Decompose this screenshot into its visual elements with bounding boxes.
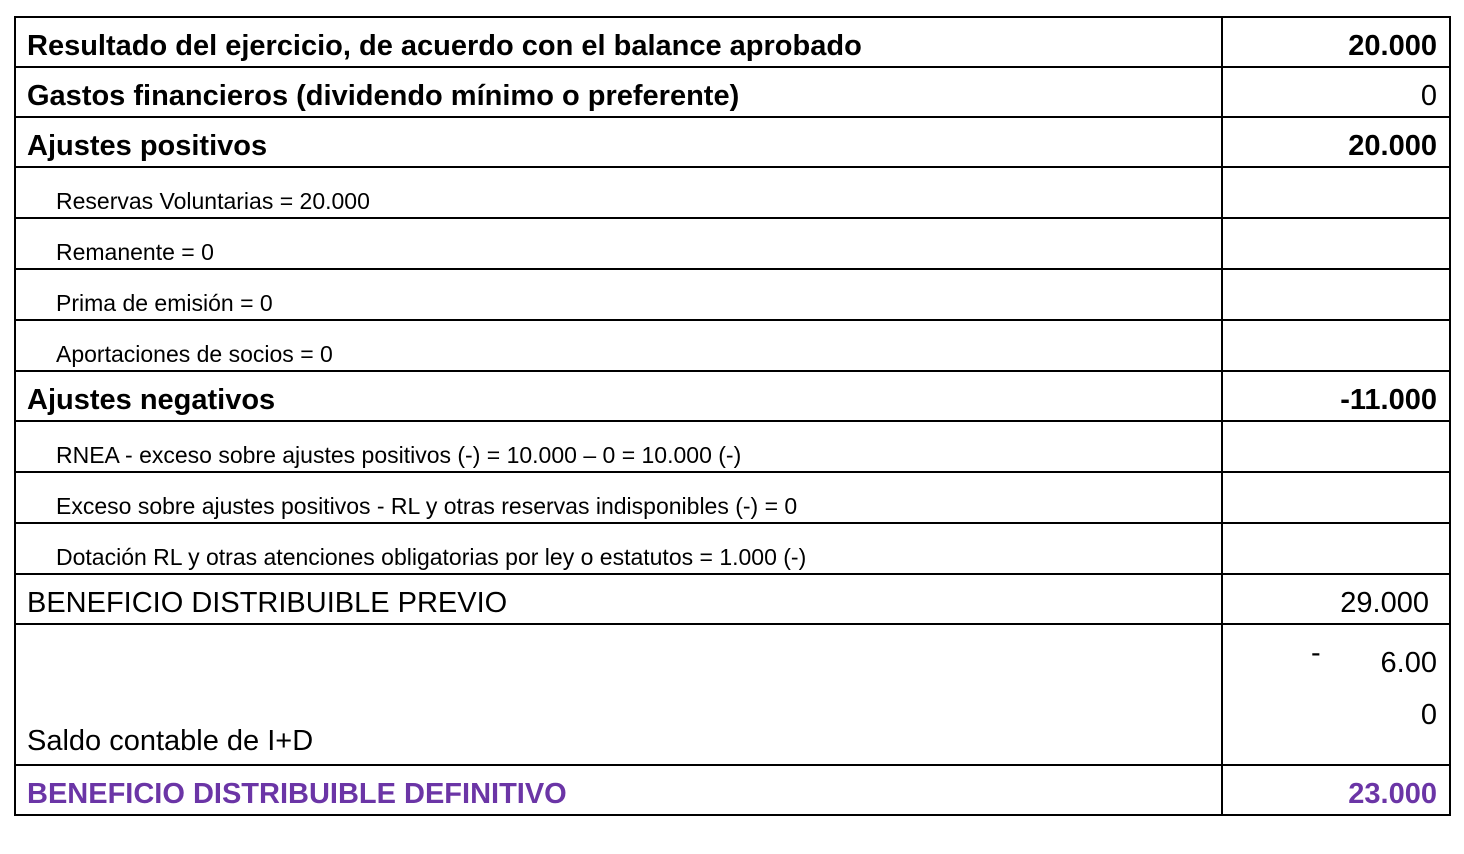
- row-label: Dotación RL y otras atenciones obligatorias por ley o estatutos = 1.000 (-): [56, 544, 807, 570]
- row-label: Saldo contable de I+D: [27, 725, 314, 757]
- row-value: [1223, 214, 1449, 217]
- row-value: -11.000: [1340, 384, 1437, 416]
- saldo-value-digits-wrap: 0: [1420, 699, 1437, 731]
- row-label: Ajustes positivos: [27, 130, 268, 162]
- row-value: 23.000: [1348, 778, 1437, 810]
- row-dotacion-rl: [15, 523, 1450, 574]
- row-label: Prima de emisión = 0: [56, 290, 273, 316]
- row-value: [1223, 468, 1449, 471]
- beneficio-distribuible-table: [14, 16, 1451, 816]
- row-saldo-id: [15, 624, 1450, 765]
- row-value: [1223, 519, 1449, 522]
- row-value: [1223, 570, 1449, 573]
- row-prima-emision: [15, 269, 1450, 320]
- row-label: Aportaciones de socios = 0: [56, 341, 333, 367]
- row-beneficio-definitivo: [15, 765, 1450, 815]
- row-exceso-rl: [15, 472, 1450, 523]
- row-value: [1223, 367, 1449, 370]
- row-label: Gastos financieros (dividendo mínimo o preferente): [27, 80, 740, 112]
- row-label: Remanente = 0: [56, 239, 214, 265]
- row-ajustes-negativos: [15, 371, 1450, 421]
- row-remanente: [15, 218, 1450, 269]
- row-aportaciones-socios: [15, 320, 1450, 371]
- saldo-value-minus: -: [1311, 637, 1321, 669]
- row-gastos-financieros: [15, 67, 1450, 117]
- row-value: 20.000: [1348, 130, 1437, 162]
- row-rnea: [15, 421, 1450, 472]
- row-reservas-voluntarias: [15, 167, 1450, 218]
- row-resultado-ejercicio: [15, 17, 1450, 67]
- saldo-value-digits: [1347, 637, 1437, 741]
- row-value: 0: [1420, 80, 1437, 112]
- saldo-value-digits-main: 6.00: [1380, 647, 1437, 679]
- row-ajustes-positivos: [15, 117, 1450, 167]
- row-value: 20.000: [1348, 30, 1437, 62]
- row-label: Reservas Voluntarias = 20.000: [56, 188, 370, 214]
- row-label: RNEA - exceso sobre ajustes positivos (-) = 10.000 – 0 = 10.000 (-): [56, 442, 742, 468]
- row-label: BENEFICIO DISTRIBUIBLE DEFINITIVO: [27, 778, 567, 810]
- row-label: Ajustes negativos: [27, 384, 276, 416]
- row-label: Resultado del ejercicio, de acuerdo con el balance aprobado: [27, 30, 862, 62]
- row-value: [1223, 265, 1449, 268]
- row-beneficio-previo: [15, 574, 1450, 624]
- saldo-value: [1223, 629, 1449, 764]
- row-label: Exceso sobre ajustes positivos - RL y otras reservas indisponibles (-) = 0: [56, 493, 798, 519]
- row-value: 29.000: [1340, 587, 1429, 619]
- row-value: [1223, 316, 1449, 319]
- row-label: BENEFICIO DISTRIBUIBLE PREVIO: [27, 587, 508, 619]
